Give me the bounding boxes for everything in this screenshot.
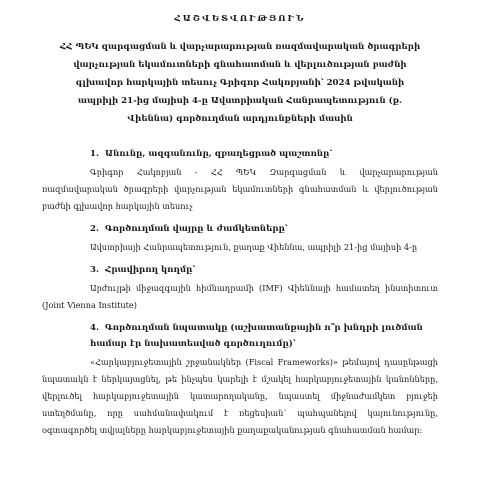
section-heading-text: Գործուղման նպատակը (աշխատանքային ո՞ր խնդրի լուծման համար էր նախատեսված գործուղումը)՝ bbox=[90, 323, 423, 349]
section-purpose bbox=[42, 320, 438, 439]
section-heading bbox=[42, 262, 438, 278]
section-text: Ավստրիայի Հանրապետություն, քաղաք Վիեննա, ապրիլի 21-ից մայիսի 4-ը bbox=[90, 242, 418, 252]
section-heading-text: Հրավիրող կողմը՝ bbox=[105, 265, 196, 275]
section-number: 4. bbox=[90, 323, 99, 333]
section-number: 1. bbox=[90, 149, 99, 159]
section-number: 2. bbox=[90, 224, 99, 234]
section-inviting-party bbox=[42, 262, 438, 314]
section-heading bbox=[42, 320, 438, 352]
section-number: 3. bbox=[90, 265, 99, 275]
document-title: ՀԱՇՎԵՏՎՈՒԹՅՈՒՆ bbox=[174, 14, 306, 24]
section-text: Արժույթի միջազգային հիմնադրամի (IMF) Վիեննայի համատեղ ինստիտուտ (Joint Vienna Institute) bbox=[42, 283, 438, 310]
section-heading bbox=[42, 221, 438, 237]
section-text: «Հարկաբյուջետային շրջանակներ (Fiscal Frameworks)» թեմայով դասընթացի նպատակն է ներկայացնել, թե ինչպես կարելի է մշակել հարկաբյուջետային կանոնները, վերլուծել հարկաբյուջետային կատարողականը, նպաստել միջնաժամկետ բյուջեի ստեղծմանը, որը սահմանափակում է ռեցեսիան՝ պահպանելով կայունությունը, օգտագործել տվյալները հարկաբյուջետային քաղաքականության գնահատման համար: bbox=[42, 357, 438, 435]
document-subtitle: ՀՀ ՊԵԿ զարգացման և վարչարարության ռազմավարական ծրագրերի վարչության եկամուտների գնահատման և վերլուծության բաժնի գլխավոր հարկային տեսուչ Գրիգոր Հակոբյանի՝ 2024 թվականի ապրիլի 21-ից մայիսի 4-ը Ավստրիական Հանրապետություն (ք. Վիեննա) գործուղման արդյունքների մասին bbox=[59, 42, 421, 124]
section-text: Գրիգոր Հակոբյան - ՀՀ ՊԵԿ Զարգացման և վարչարարության ռազմավարական ծրագրերի վարչության եկամուտների գնահատման և վերլուծության բաժնի գլխավոր հարկային տեսուչ bbox=[42, 167, 438, 211]
section-heading bbox=[42, 146, 438, 162]
section-heading-text: Գործուղման վայրը և ժամկետները՝ bbox=[105, 224, 288, 234]
section-name-position bbox=[42, 146, 438, 215]
section-place-dates bbox=[42, 221, 438, 256]
section-heading-text: Անունը, ազգանունը, զբաղեցրած պաշտոնը՝ bbox=[105, 149, 333, 159]
